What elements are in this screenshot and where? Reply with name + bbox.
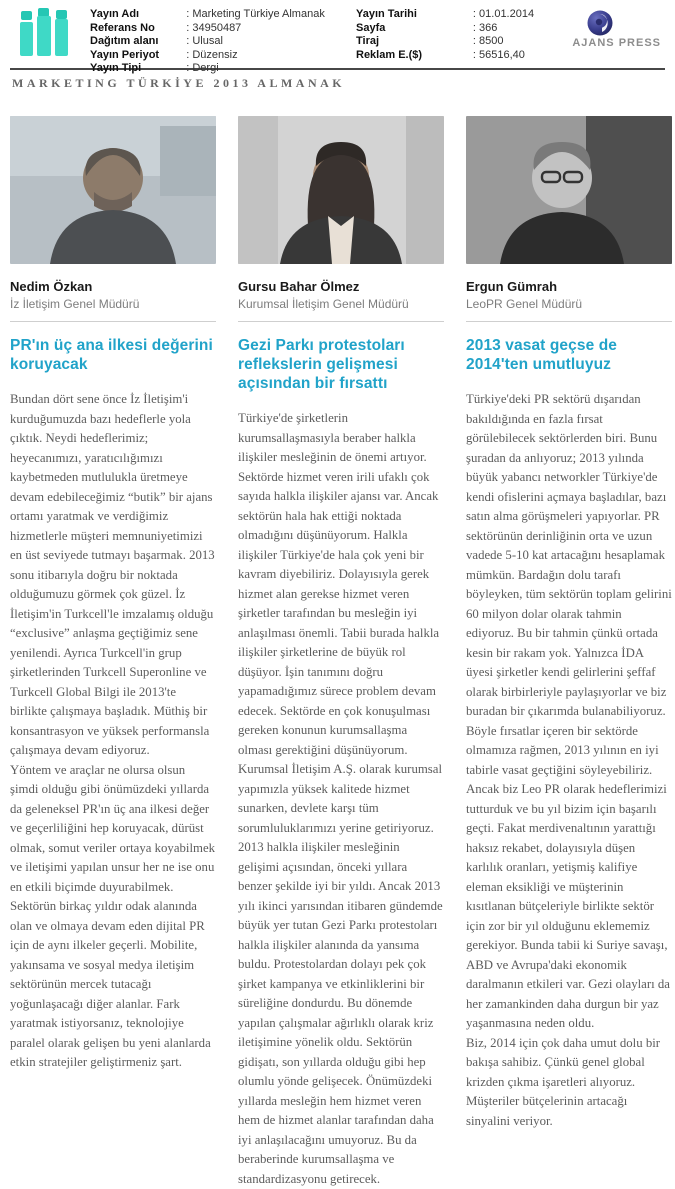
meta-value: : Marketing Türkiye Almanak xyxy=(186,8,325,20)
portrait-photo-icon xyxy=(10,116,216,264)
person-name: Nedim Özkan xyxy=(10,279,93,294)
meta-label: Yayın Periyot xyxy=(90,48,160,61)
meta-label: Sayfa xyxy=(356,21,386,34)
profile-photo-nedim-ozkan xyxy=(10,116,216,264)
profile-column-nedim-ozkan xyxy=(10,116,216,1189)
ajans-press-wordmark: AJANS PRESS xyxy=(572,37,661,49)
article-body xyxy=(10,390,216,1073)
press-monitor-logo-icon xyxy=(18,8,76,58)
divider xyxy=(238,321,444,322)
article-headline: 2013 vasat geçse de 2014'ten umutluyuz xyxy=(466,337,617,373)
meta-label: Yayın Tarihi xyxy=(356,8,417,20)
meta-value: : 8500 xyxy=(472,35,504,47)
article-body xyxy=(238,409,444,1189)
person-name: Gursu Bahar Ölmez xyxy=(238,279,360,294)
clipping-header xyxy=(0,0,675,74)
profile-photo-ergun-gumrah xyxy=(466,116,672,264)
publication-meta-right xyxy=(356,8,571,61)
publication-title: MARKETING TÜRKİYE 2013 ALMANAK xyxy=(12,76,346,90)
meta-value: : 34950487 xyxy=(186,21,242,34)
ajans-press-logo xyxy=(572,8,661,49)
paragraph: Yöntem ve araçlar ne olursa olsun şimdi olduğu gibi önümüzdeki yıllarda da geleneksel PR'ın üç ana ilkesi değer ve geçerliliğini hep koruyacak, dürüst olmak, somut veriler ortaya koyabilmek ve iletişimi yapılan unsur her ne ise onu en etkili biçimde duyurabilmek. Sektörün birkaç yıldır odak alanında olan ve olmaya devam eden dijital PR için de aynı ilkeler geçerli. Mobilite, yakınsama ve sosyal medya iletişim sektörünün mercek tutacağı yoğunlaşacağı diğer alanlar. Fark yaratmak istiyorsanız, teknolojiye paralel olarak gelişen bu yeni alanlarda etkin stratejiler geliştirmeniz şart. xyxy=(10,762,216,1069)
publication-meta-left xyxy=(90,8,338,75)
divider xyxy=(10,321,216,322)
person-name: Ergun Gümrah xyxy=(466,279,558,294)
paragraph: Türkiye'de şirketlerin kurumsallaşmasıyla beraber halkla ilişkiler mesleğinin de önemi artıyor. Sektörde hizmet veren irili ufaklı çok sayıda halkla ilişkiler ajansı var. Ancak sektörün hala hak ettiği noktada olmadığını düşünüyorum. Halkla ilişkiler Türkiye'de hala çok yeni bir kavram diyebiliriz. Dolayısıyla gerek hizmet alan gerekse hizmet veren şirketler tarafından bu mesleğin iyi anlaşılması önemli. Tabii burada halkla ilişkiler şirketlerine de büyük rol düşüyor. İşin tanımını doğru yapamadığımız sürece problem devam edecek. Sektörde en çok konuşulması gereken konunun kurumsallaşma olması gerektiğini düşünüyorum. xyxy=(238,411,440,757)
meta-label: Dağıtım alanı xyxy=(90,35,159,47)
portrait-photo-icon xyxy=(238,116,444,264)
meta-value: : Ulusal xyxy=(186,35,223,47)
paragraph: Kurumsal İletişim A.Ş. olarak kurumsal yapımızla yüksek kalitede hizmet sunarken, devlete karşı tüm sorumluluklarımızı yerine getiriyoruz. 2013 halkla ilişkiler mesleğinin gelişimi açısından, önceki yıllara benzer şekilde iyi bir yıldı. Ancak 2013 yılı ikinci yarısından itibaren gündemde büyük yer tutan Gezi Parkı protestoları halkla ilişkiler alanında da yansıma buldu. Protestolardan dolayı pek çok şirket kampanya ve etkinliklerini bir süreliğine dondurdu. Bu dönemde yapılan çalışmalar ağırlıklı olarak kriz iletişimine yönelik oldu. Sektörün gidişatı, son yıllarda olduğu gibi hep olumlu yönde gelişecek. Önümüzdeki yıllarda mesleğin hem hizmet veren hem de hizmet alanlar tarafından daha iyi anlaşılacağını umuyoruz. Bu da beraberinde kurumsallaşma ve standardizasyonu getirecek. xyxy=(238,762,443,1186)
article-columns xyxy=(0,116,675,1189)
meta-label: Referans No xyxy=(90,21,155,34)
meta-label: Reklam E.($) xyxy=(356,48,423,61)
paragraph: Bundan dört sene önce İz İletişim'i kurduğumuzda bazı hedeflerle yola çıktık. Neydi hedeflerimiz; heyecanımızı, yaratıcılığımızı kaybetmeden mutlulukla üretmeye devam edebileceğimiz “butik” bir ajans ortamı yaratmak ve verdiğimiz hizmetlerle müşteri memnuniyetimizi en üst seviyede tutmayı başarmak. 2013 sonu itibarıyla doğru bir noktada olduğumuzu görmek çok güzel. İz İletişim'in Turkcell'le imzalamış olduğu “exclusive” anlaşma geçtiğimiz sene yenilendi. Ayrıca Turkcell'in grup şirketlerinden Turkcell Superonline ve Turkcell Global Bilgi ile 2013'te birlikte çalışmaya başladık. Müthiş bir konsantrasyon ve yüksek performansla çalışmaya devam ediyoruz. xyxy=(10,392,215,757)
meta-value: : 56516,40 xyxy=(472,48,525,61)
divider xyxy=(466,321,672,322)
meta-value: : Dergi xyxy=(186,62,219,74)
portrait-photo-icon xyxy=(466,116,672,264)
article-body xyxy=(466,390,672,1131)
meta-label: Yayın Tipi xyxy=(90,62,142,74)
person-role: LeoPR Genel Müdürü xyxy=(466,297,583,311)
profile-column-gursu-bahar-olmez xyxy=(238,116,444,1189)
meta-value: : Düzensiz xyxy=(186,48,238,61)
meta-value: : 01.01.2014 xyxy=(472,8,535,20)
meta-value: : 366 xyxy=(472,21,498,34)
meta-label: Yayın Adı xyxy=(90,8,140,20)
person-role: İz İletişim Genel Müdürü xyxy=(10,297,140,311)
person-role: Kurumsal İletişim Genel Müdürü xyxy=(238,297,409,311)
meta-label: Tiraj xyxy=(356,35,380,47)
article-headline: Gezi Parkı protestoları reflekslerin gelişmesi açısından bir fırsattı xyxy=(238,337,405,392)
profile-column-ergun-gumrah xyxy=(466,116,672,1189)
paragraph: Biz, 2014 için çok daha umut dolu bir bakışa sahibiz. Çünkü genel global krizden çıkma işaretleri alıyoruz. Müşteriler bütçelerinin artacağı sinyalini veriyor. xyxy=(466,1035,661,1128)
article-headline: PR'ın üç ana ilkesi değerini koruyacak xyxy=(10,337,213,373)
profile-photo-gursu-bahar-olmez xyxy=(238,116,444,264)
ajans-press-globe-icon xyxy=(587,10,613,36)
paragraph: Türkiye'deki PR sektörü dışarıdan bakıldığında en fazla fırsat görülebilecek sektörlerden biri. Bunu şuradan da anlıyoruz; 2013 yılında büyük yabancı networkler Türkiye'de kendi ofislerini açmaya başladılar, bazı satın alma görüşmeleri yapıyorlar. PR sektörünün derinliğinin orta ve uzun vadede 5-10 kat artacağını hesaplamak mümkün. Bardağın dolu tarafı böyleyken, tüm sektörün toplam gelirini 60 milyon dolar olarak tahmin ediyoruz. Bu bir tahmin çünkü ortada kesin bir rakam yok. Yalnızca İDA üyesi şirketler kendi gelirlerini şeffaf olarak birbirleriyle paylaşıyorlar ve biz buradan bir çıkarımda bulanabiliyoruz. Böyle fırsatlar içeren bir sektörde olmamıza rağmen, 2013 yılının en iyi tabirle vasat geçtiğini söyleyebiliriz. Ancak biz Leo PR olarak hedeflerimizi tutturduk ve bu yıl bizim için başarılı geçti. Fakat merdivenaltının yarattığı haksız rekabet, dolayısıyla düşen karlılık oranları, yetişmiş kalifiye eleman eksikliği ve müşterinin kısıtlanan bütçeleriyle birlikte sektör için zor bir yıl olduğunu eklememiz gerekiyor. Bunda tabii ki Suriye savaşı, ABD ve Avrupa'daki ekonomik daralmanın etkileri var. Gezi olayları da her zamankinden daha durgun bir yaz yaşanmasına neden oldu. xyxy=(466,392,672,1030)
